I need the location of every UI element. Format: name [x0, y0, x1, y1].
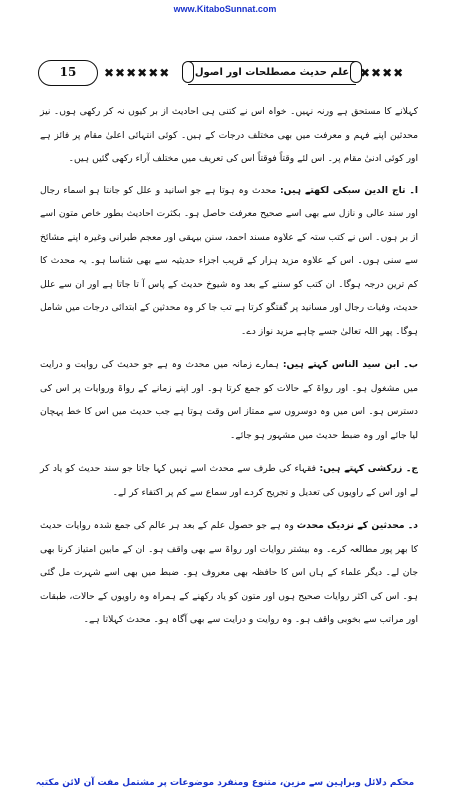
ornament-right-icon: ✖✖✖✖	[360, 66, 405, 80]
paragraph-lead: د۔ محدثین کے نزدیک محدث	[296, 520, 418, 531]
paragraph-text: فقہاء کی طرف سے محدث اسے نہیں کہا جاتا جو سند حدیث کو یاد کر لے اور اس کے راویوں کی تعدیل و تجریح کردے اور سماع سے کم پر اکتفاء کر لے۔	[40, 463, 418, 498]
paragraph-text: محدث وہ ہوتا ہے جو اسانید و علل کو جانتا ہو اسماء رجال اور سند عالی و نازل سے بھی اسے صحیح معرفت حاصل ہو۔ بکثرت احادیث بطور خاص متون اسے از بر ہوں۔ اس نے کتب ستہ کے علاوہ مسند احمد، سنن بیہقی اور معجم طبرانی وغیرہ اپنے مشائخ سے سنی ہوں۔ اس کے علاوہ مزید ہزار کے قریب اجزاء حدیثیہ سے بھی شناسا ہو۔ یہ محدث کا کم ترین درجہ ہوگا۔ ان کتب کو سننے کے بعد وہ شیوخ حدیث کے پاس آ تا جاتا ہے اور ان سے علل حدیث، وفیات رجال اور مسانید پر گفتگو کرتا ہے تب جا کر وہ محدثین کے ابتدائی درجات میں شامل ہوگا۔ پھر اللہ تعالیٰ جسے چاہے مزید نواز دے۔	[40, 184, 418, 337]
paragraph-ibn-sayyid-al-nas	[40, 353, 418, 447]
page-body	[40, 100, 418, 642]
paragraph-lead: ا۔ تاج الدین سبکی لکھتے ہیں:	[280, 184, 418, 196]
paragraph-subki	[40, 179, 418, 344]
paragraph-lead: ب۔ ابن سید الناس کہتے ہیں:	[282, 359, 419, 370]
page-number-badge: 15	[38, 60, 98, 86]
paragraph-zarkashi	[40, 457, 418, 504]
paragraph-muhaddithin	[40, 514, 418, 632]
paragraph-intro	[40, 100, 418, 171]
paragraph-text: وہ ہے جو حصول علم کے بعد ہر عالم کی جمع شدہ روایات حدیث کا بھر پور مطالعہ کرے۔ وہ بیشتر روایات اور رواۃ سے بھی واقف ہو۔ ان کے مابین امتیاز کرنا بھی جان لے۔ دیگر علماء کے ہاں اس کا حافظہ بھی معروف ہو۔ ضبط میں بھی اسے شہرت مل گئی ہو۔ اس کی اکثر روایات صحیح ہوں اور متون کو یاد رکھنے کے ہمراہ وہ راویوں کے حالات، طبقات اور مراتب سے بخوبی واقف ہو۔ وہ روایت و درایت سے بھی آگاہ ہو۔ محدث کہلاتا ہے۔	[40, 520, 418, 625]
page-header	[38, 58, 418, 88]
footer-tagline: محکم دلائل وبراہین سے مزین، متنوع ومنفرد موضوعات پر مشتمل مفت آن لائن مکتبہ	[35, 778, 415, 788]
paragraph-text: ہمارے زمانہ میں محدث وہ ہے جو حدیث کی روایت و درایت میں مشغول ہو۔ اور رواۃ کے حالات کو جمع کرتا ہو۔ اور اپنے زمانے کے رواۃ وروایات پر اس کی دسترس ہو۔ اس میں وہ دوسروں سے ممتاز اس وقت ہوتا ہے جب حدیث میں اس کا خط پہچان لیا جائے اور وہ ضبط حدیث میں مشہور ہو جائے۔	[40, 359, 418, 441]
site-url[interactable]: www.KitaboSunnat.com	[173, 4, 277, 14]
paragraph-lead: ج۔ زرکشی کہتے ہیں:	[319, 463, 418, 474]
running-title: علم حدیث مصطلحات اور اصول	[188, 61, 356, 85]
ornament-left-icon: ✖✖✖✖✖✖	[104, 66, 171, 80]
paragraph-text: کہلانے کا مستحق ہے ورنہ نہیں۔ خواہ اس نے کتنی ہی احادیث از بر کیوں نہ کر رکھی ہوں۔ نیز محدثین اپنے فہم و معرفت میں بھی مختلف درجات کے ہیں۔ کوئی انتہائی اعلیٰ مقام پر فائز ہے اور کوئی ادنیٰ مقام پر۔ اس لئے وقتاً فوقتاً اس کی تعریف میں مختلف آراء رکھی گئیں ہیں۔	[40, 106, 418, 164]
